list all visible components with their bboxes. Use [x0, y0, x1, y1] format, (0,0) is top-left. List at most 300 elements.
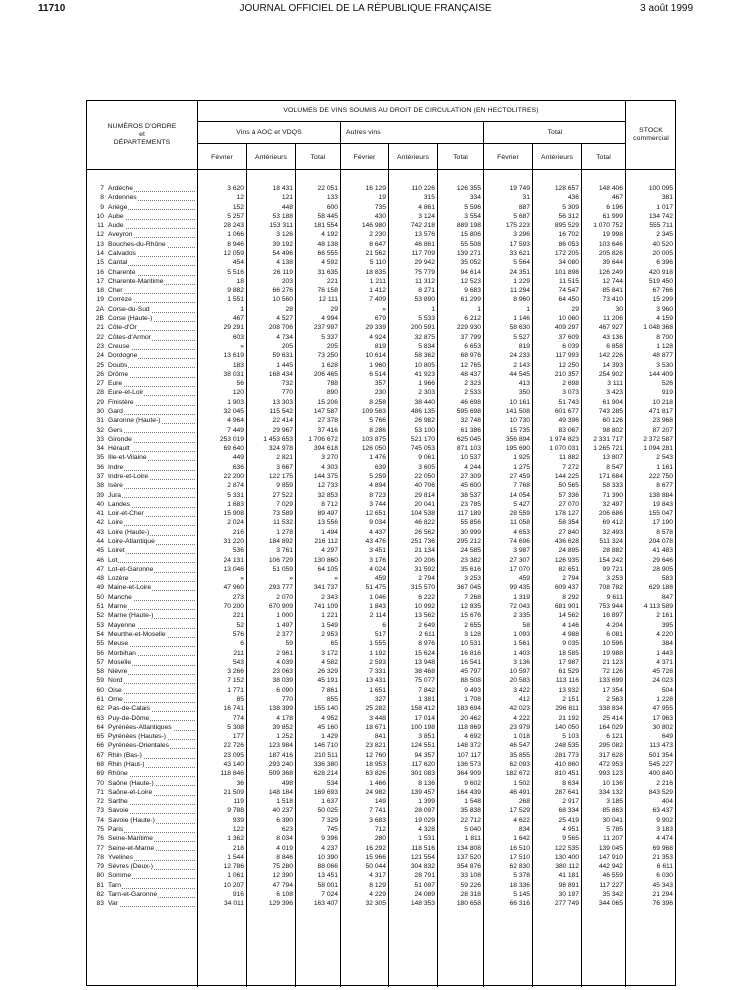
- table-cell: 163 407: [313, 900, 338, 908]
- table-cell: 11 207: [603, 835, 623, 843]
- table-cell: 13 932: [558, 686, 579, 694]
- table-cell: 3 605: [418, 463, 435, 471]
- table-cell: 315 570: [410, 584, 435, 592]
- table-cell: 51 059: [272, 565, 293, 573]
- table-cell: 23 382: [460, 556, 481, 564]
- table-cell: 4 951: [562, 826, 579, 833]
- table-cell: 9 034: [369, 519, 386, 527]
- table-cell: 4 113 589: [643, 603, 673, 611]
- table-cell: 85: [236, 695, 244, 703]
- table-cell: 69 412: [602, 519, 623, 527]
- table-cell: 169 693: [313, 788, 338, 796]
- dept-code: 75: [87, 826, 105, 835]
- dept-code: 2B: [87, 315, 105, 324]
- table-cell: 4 582: [321, 658, 338, 666]
- table-cell: 16 897: [602, 612, 623, 620]
- table-cell: 5 308: [227, 723, 244, 731]
- table-cell: 4 474: [656, 835, 673, 843]
- table-row: [87, 761, 197, 770]
- table-cell: 2 331 717: [593, 435, 623, 443]
- table-cell: 14 054: [509, 491, 530, 499]
- table-row: [87, 640, 197, 649]
- table-cell: 1 381: [418, 695, 435, 703]
- table-cell: 22 712: [460, 816, 481, 824]
- table-cell: 26 982: [414, 417, 435, 425]
- table-cell: 64 450: [558, 296, 579, 304]
- table-cell: 144 225: [554, 472, 579, 480]
- table-cell: 59 631: [272, 352, 293, 360]
- dept-code: 83: [87, 900, 105, 909]
- table-cell: 501 354: [648, 751, 673, 759]
- total-group-header: Total: [547, 129, 563, 136]
- table-cell: 5 834: [418, 342, 435, 350]
- table-cell: 410 860: [554, 760, 579, 768]
- table-cell: 5 687: [513, 212, 530, 220]
- table-cell: 99 721: [602, 565, 623, 573]
- table-row: [87, 845, 197, 854]
- table-cell: 17 987: [558, 658, 579, 666]
- table-cell: 158 412: [410, 705, 435, 713]
- dept-code: 63: [87, 715, 105, 724]
- table-cell: 9 035: [562, 640, 579, 648]
- table-row: [87, 194, 197, 203]
- table-cell: 206 686: [598, 510, 623, 518]
- dept-code: 35: [87, 454, 105, 463]
- table-row: [87, 659, 197, 668]
- table-cell: 23 095: [223, 751, 244, 759]
- table-cell: 7 768: [513, 482, 530, 490]
- table-cell: 29 814: [414, 491, 435, 499]
- table-cell: 100 095: [648, 185, 673, 192]
- table-cell: 509 368: [268, 770, 293, 778]
- table-cell: 3 423: [606, 389, 623, 397]
- table-cell: 148 372: [456, 742, 481, 750]
- table-cell: 73 589: [272, 510, 293, 518]
- table-cell: 34 011: [224, 900, 244, 908]
- table-cell: 344 065: [598, 900, 623, 908]
- table-row: [87, 445, 197, 454]
- dept-code: 72: [87, 798, 105, 807]
- table-cell: 6 121: [606, 733, 623, 741]
- table-cell: 142 226: [598, 352, 623, 360]
- table-cell: 138 884: [648, 491, 673, 499]
- table-cell: 1 278: [276, 528, 293, 536]
- table-cell: 7 329: [321, 816, 338, 824]
- table-cell: 49 396: [558, 417, 579, 425]
- table-cell: 1: [526, 305, 530, 313]
- dept-code: 26: [87, 371, 105, 380]
- table-cell: 3 744: [369, 500, 386, 508]
- table-cell: 4 592: [321, 259, 338, 267]
- table-cell: 4 222: [513, 714, 530, 722]
- dept-code: 34: [87, 445, 105, 454]
- dept-name: Gers: [108, 426, 123, 434]
- table-cell: 5 785: [606, 826, 623, 833]
- leader-dots: [113, 488, 195, 489]
- table-row: [87, 668, 197, 677]
- table-cell: 498: [281, 779, 293, 787]
- table-cell: »: [382, 305, 386, 313]
- table-cell: 1 161: [656, 463, 673, 471]
- page-header: [0, 0, 731, 24]
- table-cell: 273: [232, 593, 244, 601]
- table-row: [87, 789, 197, 798]
- table-cell: 32 875: [414, 333, 435, 341]
- table-cell: 15 624: [414, 649, 435, 657]
- table-cell: 74 547: [558, 287, 579, 295]
- table-cell: 855: [326, 695, 338, 703]
- table-cell: 3 253: [606, 575, 623, 583]
- table-row: [87, 185, 197, 194]
- table-cell: 11 532: [273, 519, 293, 527]
- table-cell: 9 061: [418, 454, 435, 462]
- dept-code: 39: [87, 492, 105, 501]
- dept-name: Yvelines: [108, 853, 133, 861]
- divider: [197, 143, 625, 144]
- table-cell: 4 894: [369, 482, 386, 490]
- table-cell: 2 649: [418, 621, 435, 629]
- table-cell: 23 979: [509, 723, 530, 731]
- dept-name: Loire (Haute-): [108, 528, 150, 536]
- dept-code: 50: [87, 594, 105, 603]
- table-cell: 10 730: [509, 417, 530, 425]
- table-cell: 3 172: [321, 649, 338, 657]
- table-row: [87, 222, 197, 231]
- table-cell: 205: [326, 342, 338, 350]
- table-cell: 118 846: [220, 770, 244, 778]
- table-cell: 183 694: [456, 705, 481, 713]
- table-cell: 140 050: [554, 723, 579, 731]
- table-row: [87, 250, 197, 259]
- table-cell: 164 439: [456, 788, 481, 796]
- table-cell: 210 357: [554, 370, 579, 378]
- table-row: [87, 603, 197, 612]
- table-row: [87, 492, 197, 501]
- table-cell: 17 070: [509, 565, 530, 573]
- table-cell: 18 431: [272, 185, 293, 192]
- table-cell: 6: [240, 640, 244, 648]
- table-cell: 24 351: [509, 268, 530, 276]
- table-cell: 50 025: [317, 807, 338, 815]
- table-cell: 8 846: [276, 853, 293, 861]
- table-cell: 268: [518, 798, 530, 806]
- table-cell: 1 966: [418, 380, 435, 388]
- table-cell: 2 323: [464, 380, 481, 388]
- dept-name: Rhône: [108, 770, 128, 778]
- dept-name: Corse-du-Sud: [108, 305, 150, 313]
- table-cell: 412: [518, 695, 530, 703]
- dept-name: Pyrénées-Orientales: [108, 742, 169, 750]
- dept-name: Ardennes: [108, 194, 137, 202]
- table-cell: 40 520: [652, 240, 673, 248]
- table-cell: 19: [378, 194, 386, 202]
- table-cell: 20 583: [509, 677, 530, 685]
- dept-name: Savoie (Haute-): [108, 816, 155, 824]
- table-row: [87, 380, 197, 389]
- table-cell: 919: [661, 389, 673, 397]
- table-cell: 1 070 031: [549, 445, 579, 453]
- table-cell: 5 533: [418, 315, 435, 323]
- dept-code: 46: [87, 557, 105, 566]
- table-cell: 144 375: [313, 472, 338, 480]
- table-cell: 17 354: [602, 686, 623, 694]
- dept-name: Morbihan: [108, 649, 136, 657]
- table-cell: 175 223: [505, 222, 530, 230]
- dept-name: Loire: [108, 519, 123, 527]
- table-cell: 4 237: [321, 844, 338, 852]
- table-cell: 195 690: [505, 445, 530, 453]
- table-cell: 34 080: [558, 259, 579, 267]
- table-cell: 148 406: [598, 185, 623, 192]
- table-cell: 187 416: [268, 751, 293, 759]
- table-cell: 843 529: [648, 788, 673, 796]
- dept-code: 43: [87, 529, 105, 538]
- table-cell: 73 410: [602, 296, 623, 304]
- table-cell: 400 840: [648, 770, 673, 778]
- table-cell: 164 029: [598, 723, 623, 731]
- table-cell: 436: [567, 194, 579, 202]
- table-row: [87, 269, 197, 278]
- table-cell: 122: [232, 826, 244, 833]
- table-cell: 19 029: [414, 816, 435, 824]
- table-cell: 184 892: [268, 538, 293, 546]
- table-row: [87, 343, 197, 352]
- dept-code: 21: [87, 324, 105, 333]
- table-cell: 10 060: [558, 315, 579, 323]
- table-row: [87, 519, 197, 528]
- table-cell: 1 548: [464, 798, 481, 806]
- table-cell: 1 445: [276, 361, 293, 369]
- table-cell: 13 948: [414, 658, 435, 666]
- table-cell: 21 123: [602, 658, 623, 666]
- table-row: [87, 780, 197, 789]
- table-cell: 404: [661, 798, 673, 806]
- leader-dots: [113, 693, 195, 694]
- table-cell: 204 078: [648, 538, 673, 546]
- table-row: [87, 231, 197, 240]
- table-cell: 69 640: [223, 445, 244, 453]
- dept-name: Rhin (Haut-): [108, 760, 145, 768]
- leader-dots: [113, 497, 195, 498]
- table-cell: »: [240, 575, 244, 583]
- table-cell: 39 192: [272, 240, 293, 248]
- table-cell: 10 597: [509, 668, 530, 676]
- table-cell: 43 140: [223, 760, 244, 768]
- table-cell: 3 073: [562, 389, 579, 397]
- dept-name: Seine-Maritime: [108, 835, 153, 843]
- dept-name: Jura: [108, 491, 122, 499]
- dept-code: 52: [87, 612, 105, 621]
- table-cell: 216: [232, 528, 244, 536]
- dept-name: Tarn: [108, 881, 122, 889]
- table-cell: 58 333: [602, 482, 623, 490]
- table-cell: 350: [518, 389, 530, 397]
- table-cell: 5 516: [227, 268, 244, 276]
- table-row: [87, 417, 197, 426]
- table-cell: 134 742: [648, 212, 673, 220]
- table-row: [87, 882, 197, 891]
- table-row: [87, 891, 197, 900]
- table-cell: 442 942: [598, 863, 623, 871]
- table-cell: 3 128: [464, 630, 481, 638]
- table-cell: 154 242: [598, 556, 623, 564]
- table-cell: 13 046: [223, 565, 244, 573]
- table-cell: 6 396: [656, 259, 673, 267]
- table-cell: 4 734: [276, 333, 293, 341]
- table-cell: 46 861: [414, 240, 435, 248]
- table-cell: 183: [232, 361, 244, 369]
- col-fevrier: Février: [211, 154, 233, 161]
- table-cell: 3 761: [276, 547, 293, 555]
- table-cell: 2 655: [464, 621, 481, 629]
- table-row: [87, 677, 197, 686]
- dept-name: Charente: [108, 268, 136, 276]
- table-cell: 106 729: [268, 556, 293, 564]
- dept-code: 78: [87, 854, 105, 863]
- table-row: [87, 835, 197, 844]
- table-cell: 356 894: [505, 435, 530, 443]
- table-cell: 47 794: [272, 881, 293, 889]
- table-cell: 31 592: [414, 565, 435, 573]
- dept-name: Pyrénées-Atlantiques: [108, 723, 172, 731]
- table-cell: 7 024: [321, 891, 338, 899]
- table-cell: 1 544: [227, 853, 244, 861]
- table-cell: 23 821: [365, 742, 386, 750]
- table-cell: 3 270: [321, 454, 338, 462]
- table-cell: 8 960: [513, 296, 530, 304]
- table-cell: 5 527: [513, 333, 530, 341]
- table-cell: 230: [374, 389, 386, 397]
- dept-code: 61: [87, 696, 105, 705]
- table-row: [87, 362, 197, 371]
- table-cell: 210 511: [314, 751, 338, 759]
- table-cell: 130 860: [313, 556, 338, 564]
- dept-code: 31: [87, 417, 105, 426]
- dept-code: 49: [87, 584, 105, 593]
- dept-code: 77: [87, 845, 105, 854]
- table-cell: 1 211: [369, 277, 386, 285]
- table-cell: 171 684: [598, 472, 623, 480]
- table-cell: 24 982: [365, 788, 386, 796]
- dept-name: Calvados: [108, 250, 136, 258]
- table-cell: 20 462: [460, 714, 481, 722]
- table-cell: 98 891: [558, 881, 579, 889]
- table-cell: 46 559: [602, 872, 623, 880]
- table-cell: 287 641: [554, 788, 579, 796]
- table-cell: 82 651: [558, 565, 579, 573]
- table-cell: 18 336: [509, 881, 530, 889]
- table-cell: 1: [431, 305, 435, 313]
- dept-name: Dordogne: [108, 352, 138, 360]
- table-cell: 6 390: [276, 816, 293, 824]
- dept-code: 42: [87, 519, 105, 528]
- dept-name: Oise: [108, 686, 122, 694]
- table-cell: 1 265 721: [593, 445, 623, 453]
- table-cell: 1 771: [227, 686, 244, 694]
- table-cell: 4 964: [227, 417, 244, 425]
- table-cell: 4 988: [562, 630, 579, 638]
- table-cell: 639: [374, 463, 386, 471]
- table-row: [87, 454, 197, 463]
- table-cell: 13 556: [317, 519, 338, 527]
- table-cell: 27 840: [558, 528, 579, 536]
- table-cell: 8 677: [656, 482, 673, 490]
- table-cell: 85 841: [602, 287, 623, 295]
- table-cell: 2 917: [562, 798, 579, 806]
- table-cell: 1 551: [227, 296, 244, 304]
- table-row: [87, 427, 197, 436]
- table-cell: 5 427: [513, 500, 530, 508]
- table-cell: 890: [326, 389, 338, 397]
- dept-code: 28: [87, 389, 105, 398]
- dept-name: Loiret: [108, 547, 125, 555]
- table-cell: 53 188: [272, 212, 293, 220]
- table-cell: 4 692: [464, 733, 481, 741]
- table-cell: 649: [661, 733, 673, 741]
- table-cell: 293 240: [268, 760, 293, 768]
- table-cell: 1 362: [227, 835, 244, 843]
- table-cell: 11 515: [559, 277, 579, 285]
- table-cell: 4 527: [276, 315, 293, 323]
- dept-code: 76: [87, 835, 105, 844]
- table-cell: 32 853: [317, 491, 338, 499]
- table-cell: 3 620: [227, 185, 244, 192]
- table-row: [87, 296, 197, 305]
- table-cell: 66 316: [509, 900, 530, 908]
- table-row: [87, 594, 197, 603]
- table-cell: 2 143: [513, 361, 530, 369]
- table-cell: 939: [232, 816, 244, 824]
- table-cell: 4 924: [369, 333, 386, 341]
- table-cell: 254 902: [598, 370, 623, 378]
- table-cell: 98 802: [602, 426, 623, 434]
- table-cell: 22 050: [414, 472, 435, 480]
- table-cell: 25 414: [602, 714, 623, 722]
- table-cell: 67 766: [652, 287, 673, 295]
- table-cell: 5 337: [321, 333, 338, 341]
- table-cell: 251 736: [410, 538, 435, 546]
- dept-code: 62: [87, 705, 105, 714]
- table-cell: 137 520: [456, 853, 481, 861]
- table-cell: 237 997: [313, 324, 338, 332]
- table-cell: 1 494: [321, 528, 338, 536]
- table-cell: 5 564: [513, 259, 530, 267]
- table-cell: 277 749: [554, 900, 579, 908]
- table-cell: 118 516: [411, 844, 435, 852]
- table-cell: 1 093: [513, 630, 530, 638]
- table-cell: 16 510: [509, 844, 530, 852]
- table-cell: 56 312: [558, 212, 579, 220]
- table-cell: 72 043: [509, 603, 530, 611]
- table-cell: 86 053: [558, 240, 579, 248]
- table-cell: 28 791: [414, 872, 435, 880]
- table-cell: 100 198: [410, 723, 435, 731]
- table-cell: 40 237: [272, 807, 293, 815]
- table-cell: 33 621: [509, 250, 530, 258]
- table-cell: 27 307: [509, 556, 530, 564]
- table-cell: 15 806: [460, 231, 481, 239]
- table-cell: 8 578: [656, 528, 673, 536]
- table-cell: 6 611: [656, 863, 673, 871]
- table-cell: 63 437: [652, 807, 673, 815]
- page-number: 11710: [38, 3, 66, 14]
- dept-name: Eure-et-Loir: [108, 389, 144, 397]
- table-row: [87, 770, 197, 779]
- table-cell: 155 140: [313, 705, 338, 713]
- dept-code: 38: [87, 482, 105, 491]
- table-cell: 28 882: [602, 547, 623, 555]
- table-cell: 12 059: [223, 250, 244, 258]
